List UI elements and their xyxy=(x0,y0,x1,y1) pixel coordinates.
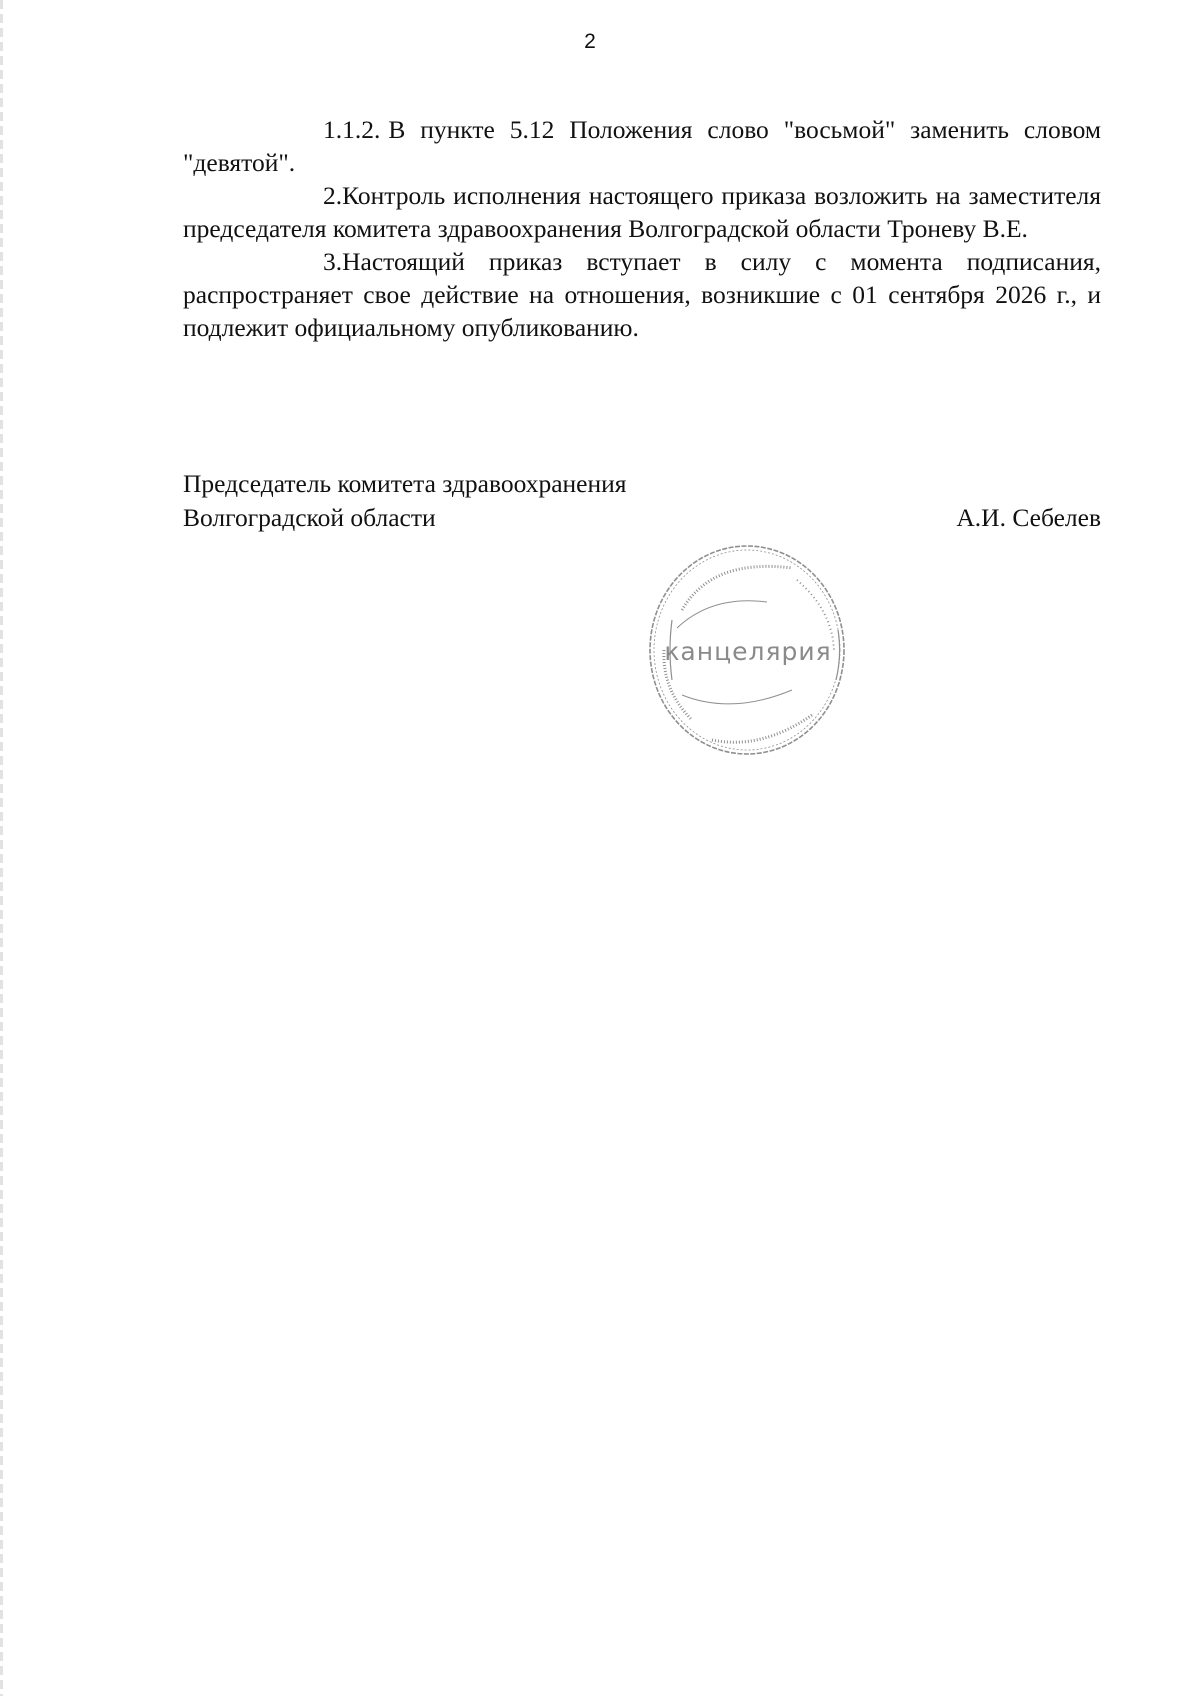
signature-block xyxy=(183,467,1101,535)
paragraph-number: 2. xyxy=(323,181,343,210)
scan-edge-artifact xyxy=(0,0,3,1696)
paragraph-2 xyxy=(183,179,1101,245)
signatory-name: А.И. Себелев xyxy=(956,503,1101,532)
paragraph-3 xyxy=(183,245,1101,344)
page-number: 2 xyxy=(584,30,596,53)
office-stamp xyxy=(642,540,852,760)
signatory-position-line-1: Председатель комитета здравоохранения xyxy=(183,469,627,498)
signatory-position-line-2: Волгоградской области xyxy=(183,503,436,532)
paragraph-text: Контроль исполнения настоящего приказа возложить на заместителя председателя комитета здравоохранения Волгоградской области Троневу В.Е. xyxy=(183,181,1101,243)
paragraph-1-1-2 xyxy=(183,113,1101,179)
paragraph-number: 3. xyxy=(323,247,343,276)
paragraph-text: Настоящий приказ вступает в силу с момента подписания, распространяет свое действие на отношения, возникшие с 01 сентября 2026 г., и подлежит официальному опубликованию. xyxy=(183,247,1101,342)
paragraph-number: 1.1.2. xyxy=(323,115,381,144)
paragraph-text: В пункте 5.12 Положения слово "восьмой" заменить словом "девятой". xyxy=(183,115,1101,177)
stamp-seal-icon xyxy=(642,540,852,760)
stamp-center-text: канцелярия xyxy=(664,637,832,666)
document-body xyxy=(183,113,1101,344)
